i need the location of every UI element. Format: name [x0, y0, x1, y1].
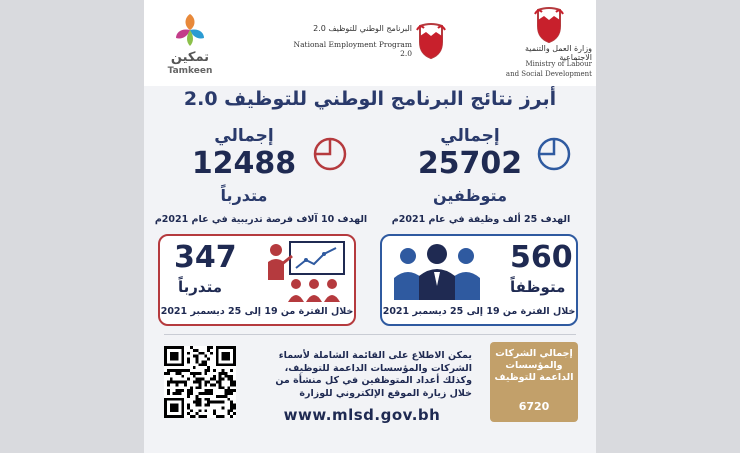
tamkeen-logo	[160, 10, 220, 76]
tamkeen-swirl-icon	[170, 10, 210, 48]
infographic-card	[144, 0, 596, 453]
weekly-trainees-unit: متدرباً	[178, 278, 222, 296]
weekly-trainees-period: خلال الفترة من 19 إلى 25 ديسمبر 2021	[160, 306, 354, 317]
header	[144, 0, 596, 86]
info-line-2: الشركات والمؤسسات الداعمة للتوظيف،	[284, 362, 472, 374]
weekly-employees-value: 560	[510, 240, 573, 275]
weekly-trainees-box	[158, 234, 356, 326]
main-title: أبرز نتائج البرنامج الوطني للتوظيف 2.0	[183, 88, 557, 110]
tamkeen-arabic-name: تمكين	[170, 50, 210, 65]
info-line-3: وكذلك أعداد المتوظفين في كل منشأة من	[275, 375, 472, 386]
employees-total-value: 25702	[417, 146, 523, 181]
section-divider	[164, 334, 576, 335]
right-background	[596, 0, 740, 453]
ministry-name-arabic: وزارة العمل والتنمية الاجتماعية	[525, 44, 592, 62]
tamkeen-english-name: Tamkeen	[167, 66, 213, 76]
employees-pie-chart-icon	[536, 136, 572, 172]
workers-group-icon	[392, 242, 482, 300]
info-text	[252, 350, 472, 400]
left-background	[0, 0, 144, 453]
info-line-4: خلال زيارة الموقع الإلكتروني للوزارة	[299, 387, 472, 399]
website-link[interactable]: www.mlsd.gov.bh	[283, 406, 441, 424]
program-title-arabic: البرنامج الوطني للتوظيف 2.0	[313, 24, 412, 33]
weekly-employees-unit: متوظفاً	[510, 278, 566, 296]
trainees-pie-chart-icon	[312, 136, 348, 172]
companies-total-value: 6720	[518, 400, 550, 413]
weekly-trainees-value: 347	[174, 240, 237, 275]
qr-code-icon[interactable]	[164, 346, 236, 418]
weekly-employees-period: خلال الفترة من 19 إلى 25 ديسمبر 2021	[382, 306, 576, 317]
trainees-total-label: إجمالي	[214, 126, 274, 146]
info-line-1: يمكن الاطلاع على القائمة الشاملة لأسماء	[278, 350, 472, 361]
ministry-crest-icon	[534, 6, 564, 44]
companies-title-line-1: إجمالي الشركات	[495, 348, 573, 359]
trainees-target: الهدف 10 آلاف فرصة تدريبية في عام 2021م	[154, 214, 368, 225]
ministry-name-english-line1: Ministry of Labour	[525, 60, 592, 68]
bahrain-crest-icon	[416, 22, 446, 60]
trainees-total-value: 12488	[191, 146, 297, 181]
program-title-english: National Employment Program 2.0	[293, 40, 412, 58]
companies-total-box	[490, 342, 578, 422]
employees-total-label: إجمالي	[440, 126, 500, 146]
companies-title-line-3: الداعمة للتوظيف	[494, 372, 574, 383]
employees-target: الهدف 25 ألف وظيفة في عام 2021م	[391, 214, 571, 225]
ministry-name-english-line2: and Social Development	[505, 70, 592, 78]
employees-total-unit: متوظفين	[433, 186, 507, 205]
trainees-total-unit: متدرباً	[220, 186, 268, 205]
companies-total-title	[490, 348, 578, 384]
training-presentation-icon	[264, 240, 348, 302]
weekly-employees-box	[380, 234, 578, 326]
companies-title-line-2: والمؤسسات	[505, 360, 563, 371]
